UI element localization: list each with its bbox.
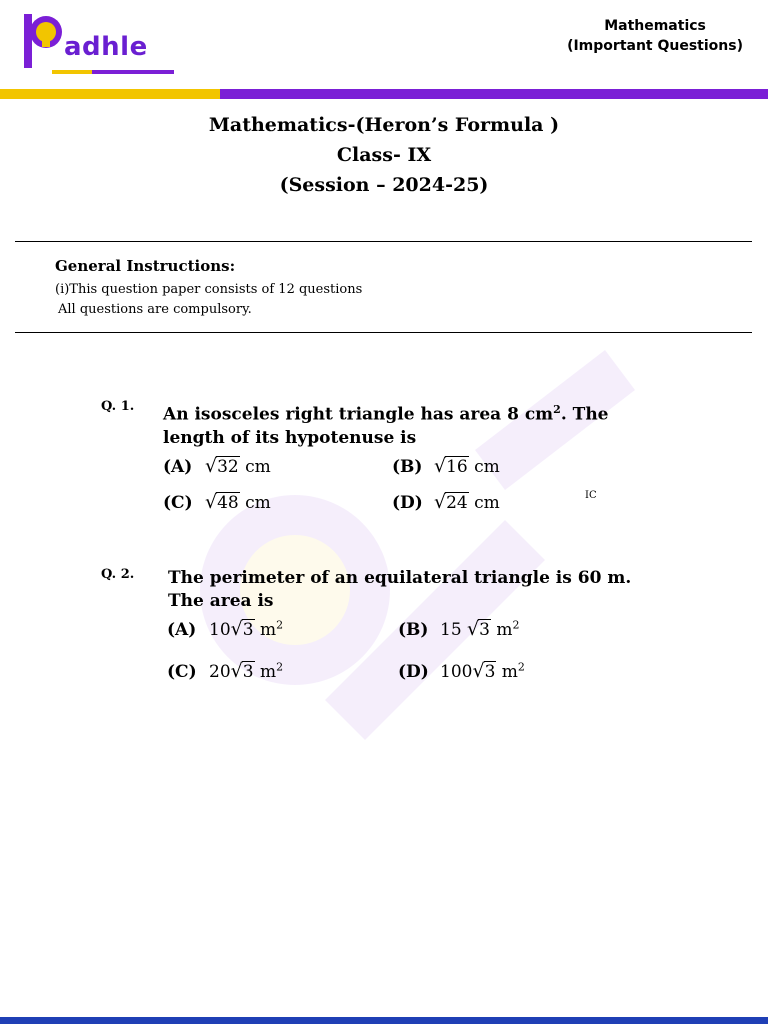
option-b <box>398 618 520 640</box>
title-line-1: Mathematics-(Heron’s Formula ) <box>208 114 560 136</box>
watermark-logo <box>175 330 655 760</box>
divider-bottom <box>15 332 752 333</box>
question-text-line: The perimeter of an equilateral triangle is 60 m. <box>168 568 632 588</box>
option-letter: (C) <box>167 662 197 682</box>
option-letter: (B) <box>392 457 423 477</box>
header-band-purple <box>220 89 768 99</box>
padhle-logo <box>22 12 172 72</box>
subject-label: Mathematics <box>604 18 706 34</box>
header-subject <box>567 16 743 56</box>
coefficient: 100 <box>440 662 473 682</box>
radicand: 32 <box>217 457 239 477</box>
option-a <box>163 455 271 477</box>
superscript: 2 <box>512 618 520 632</box>
option-letter: (A) <box>163 457 193 477</box>
option-unit: cm <box>245 493 271 513</box>
logo-underline <box>52 70 174 74</box>
option-unit: cm <box>474 493 500 513</box>
radicand: 3 <box>242 620 254 640</box>
coefficient: 10 <box>209 620 231 640</box>
header-band-yellow <box>0 89 220 99</box>
subject-subtitle: (Important Questions) <box>567 38 743 54</box>
superscript: 2 <box>276 660 284 674</box>
sqrt-icon: √ <box>467 618 480 640</box>
option-c <box>167 660 283 682</box>
instruction-line: All questions are compulsory. <box>58 302 252 317</box>
option-a <box>167 618 283 640</box>
sqrt-icon: √ <box>205 491 218 513</box>
radicand: 16 <box>446 457 468 477</box>
bulb-p-icon <box>22 12 68 72</box>
radicand: 3 <box>479 620 490 640</box>
option-d <box>398 660 525 682</box>
option-letter: (D) <box>398 662 429 682</box>
document-title <box>0 110 768 200</box>
option-letter: (C) <box>163 493 193 513</box>
radicand: 3 <box>484 662 496 682</box>
sqrt-icon: √ <box>230 660 243 682</box>
superscript: 2 <box>276 618 284 632</box>
logo-wordmark: adhle <box>64 32 148 62</box>
option-c <box>163 491 271 513</box>
instructions-heading: General Instructions: <box>55 257 236 275</box>
superscript: 2 <box>517 660 525 674</box>
option-unit: m <box>496 620 513 640</box>
superscript: 2 <box>553 403 561 416</box>
sqrt-icon: √ <box>434 491 447 513</box>
coefficient: 20 <box>209 662 231 682</box>
question-text-line: The area is <box>168 591 274 611</box>
question-text-line: length of its hypotenuse is <box>163 427 417 448</box>
stray-mark: IC <box>585 490 597 501</box>
radicand: 24 <box>446 493 468 513</box>
radicand: 48 <box>217 493 239 513</box>
option-unit: cm <box>245 457 271 477</box>
option-b <box>392 455 500 477</box>
question-text-line: An isosceles right triangle has area 8 cm <box>163 404 554 425</box>
title-line-3: (Session – 2024-25) <box>279 174 489 196</box>
question-number: Q. 2. <box>101 567 135 582</box>
title-line-2: Class- IX <box>336 144 432 166</box>
header-band <box>0 89 768 99</box>
option-unit: m <box>501 662 518 682</box>
general-instructions <box>55 257 362 320</box>
sqrt-icon: √ <box>434 455 447 477</box>
sqrt-icon: √ <box>205 455 218 477</box>
footer-band <box>0 1017 768 1024</box>
option-d <box>392 491 500 513</box>
radicand: 3 <box>242 662 254 682</box>
question-text <box>163 398 623 450</box>
option-letter: (A) <box>167 620 197 640</box>
divider-top <box>15 241 752 242</box>
option-unit: m <box>259 620 277 640</box>
sqrt-icon: √ <box>472 660 485 682</box>
sqrt-icon: √ <box>230 618 243 640</box>
question-text <box>168 567 648 613</box>
option-unit: cm <box>474 457 500 477</box>
option-letter: (B) <box>398 620 429 640</box>
question-text-line: . The <box>560 404 609 425</box>
question-number: Q. 1. <box>101 399 135 414</box>
instruction-line: (i)This question paper consists of 12 questions <box>55 282 363 297</box>
option-letter: (D) <box>392 493 423 513</box>
option-unit: m <box>259 662 277 682</box>
coefficient: 15 <box>440 620 462 640</box>
